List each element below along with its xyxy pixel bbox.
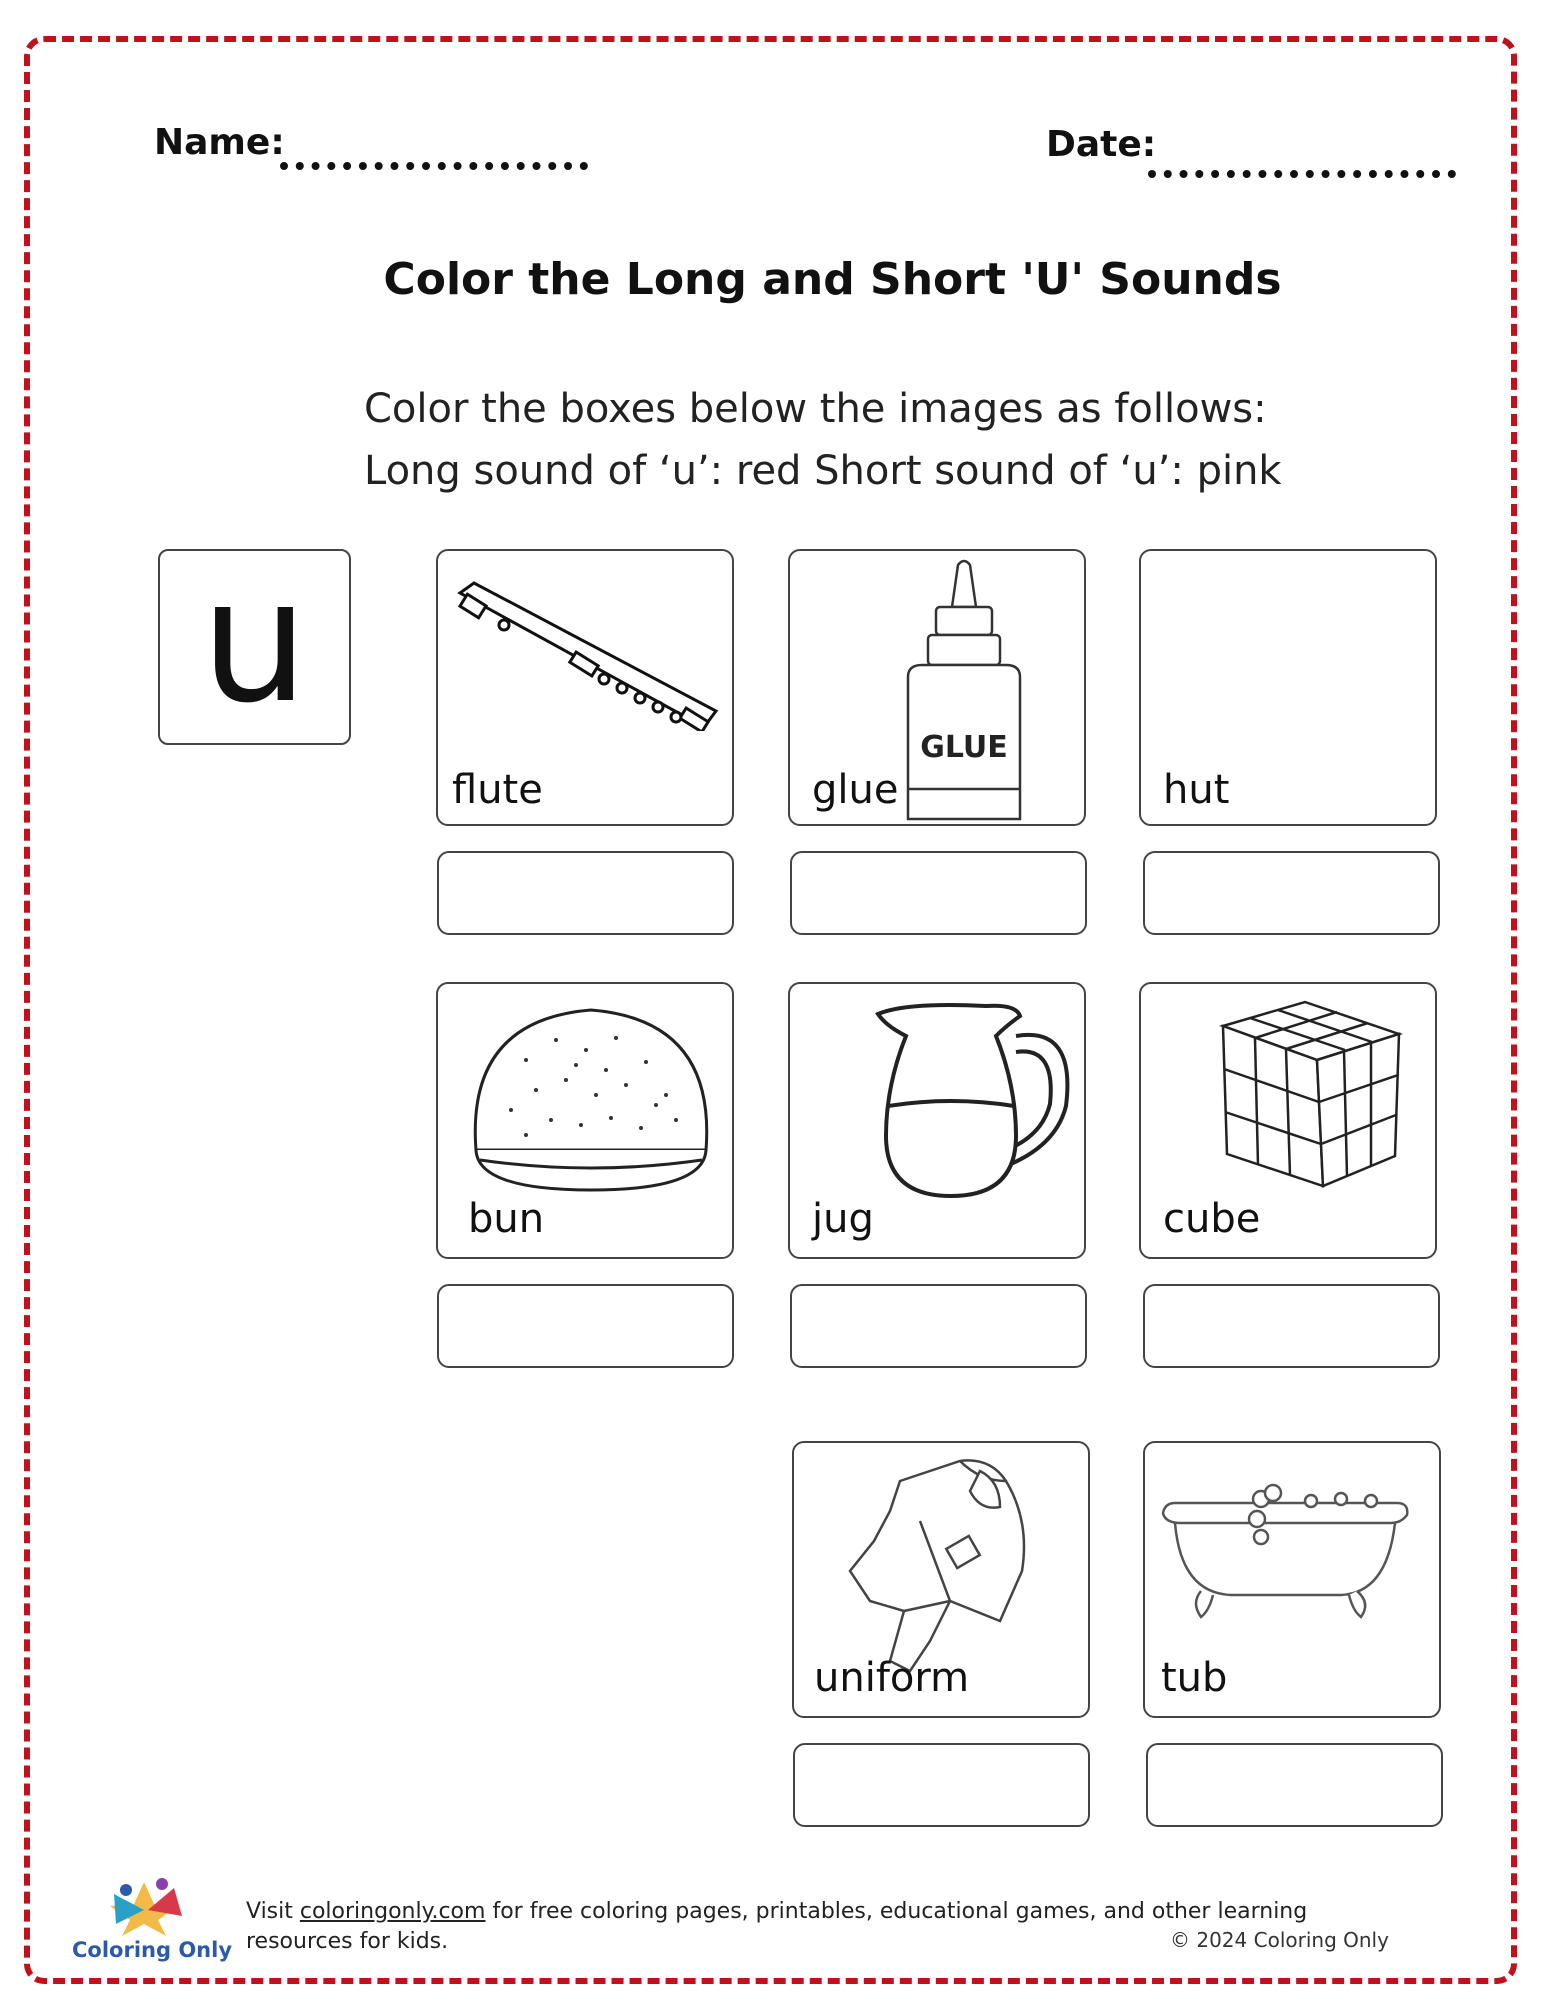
word-tub: tub xyxy=(1161,1655,1228,1701)
word-bun: bun xyxy=(468,1196,545,1242)
word-jug: jug xyxy=(812,1196,874,1242)
jug-icon xyxy=(866,996,1076,1206)
card-cube xyxy=(1139,982,1437,1259)
date-label: Date: xyxy=(1046,124,1157,165)
worksheet-title: Color the Long and Short 'U' Sounds xyxy=(383,254,1282,305)
card-tub xyxy=(1143,1441,1441,1718)
word-flute: flute xyxy=(452,767,543,813)
uniform-icon xyxy=(830,1451,1050,1681)
bun-icon xyxy=(466,1000,716,1200)
cube-icon xyxy=(1215,994,1405,1194)
glue-bottle-icon xyxy=(900,557,1030,825)
color-box-hut[interactable] xyxy=(1143,851,1440,935)
card-uniform xyxy=(792,1441,1090,1718)
card-flute xyxy=(436,549,734,826)
bathtub-icon xyxy=(1161,1483,1411,1633)
letter-box xyxy=(158,543,351,745)
date-line[interactable] xyxy=(1148,170,1456,178)
instructions xyxy=(364,378,1282,502)
card-jug xyxy=(788,982,1086,1259)
copyright: © 2024 Coloring Only xyxy=(1170,1928,1389,1952)
card-bun xyxy=(436,982,734,1259)
flute-icon xyxy=(446,581,726,731)
name-label: Name: xyxy=(154,122,285,163)
word-uniform: uniform xyxy=(814,1655,970,1701)
name-line[interactable] xyxy=(280,162,588,170)
color-box-glue[interactable] xyxy=(790,851,1087,935)
instructions-line-2: Long sound of ‘u’: red Short sound of ‘u’: pink xyxy=(364,448,1282,494)
brand-name: Coloring Only xyxy=(72,1938,233,1962)
card-glue xyxy=(788,549,1086,826)
word-cube: cube xyxy=(1163,1196,1261,1242)
card-hut xyxy=(1139,549,1437,826)
glue-label: GLUE xyxy=(920,730,1008,765)
color-box-tub[interactable] xyxy=(1146,1743,1443,1827)
instructions-line-1: Color the boxes below the images as follows: xyxy=(364,386,1267,432)
footer-visit: Visit xyxy=(246,1899,300,1924)
word-glue: glue xyxy=(812,767,899,813)
footer-link[interactable]: coloringonly.com xyxy=(299,1899,486,1924)
color-box-cube[interactable] xyxy=(1143,1284,1440,1368)
color-box-jug[interactable] xyxy=(790,1284,1087,1368)
coloring-only-logo-icon xyxy=(96,1876,192,1938)
footer-rest: for free coloring pages, printables, educational games, and other learning resources for kids. xyxy=(246,1899,1308,1954)
letter: u xyxy=(200,543,309,741)
color-box-flute[interactable] xyxy=(437,851,734,935)
word-hut: hut xyxy=(1163,767,1230,813)
color-box-bun[interactable] xyxy=(437,1284,734,1368)
color-box-uniform[interactable] xyxy=(793,1743,1090,1827)
